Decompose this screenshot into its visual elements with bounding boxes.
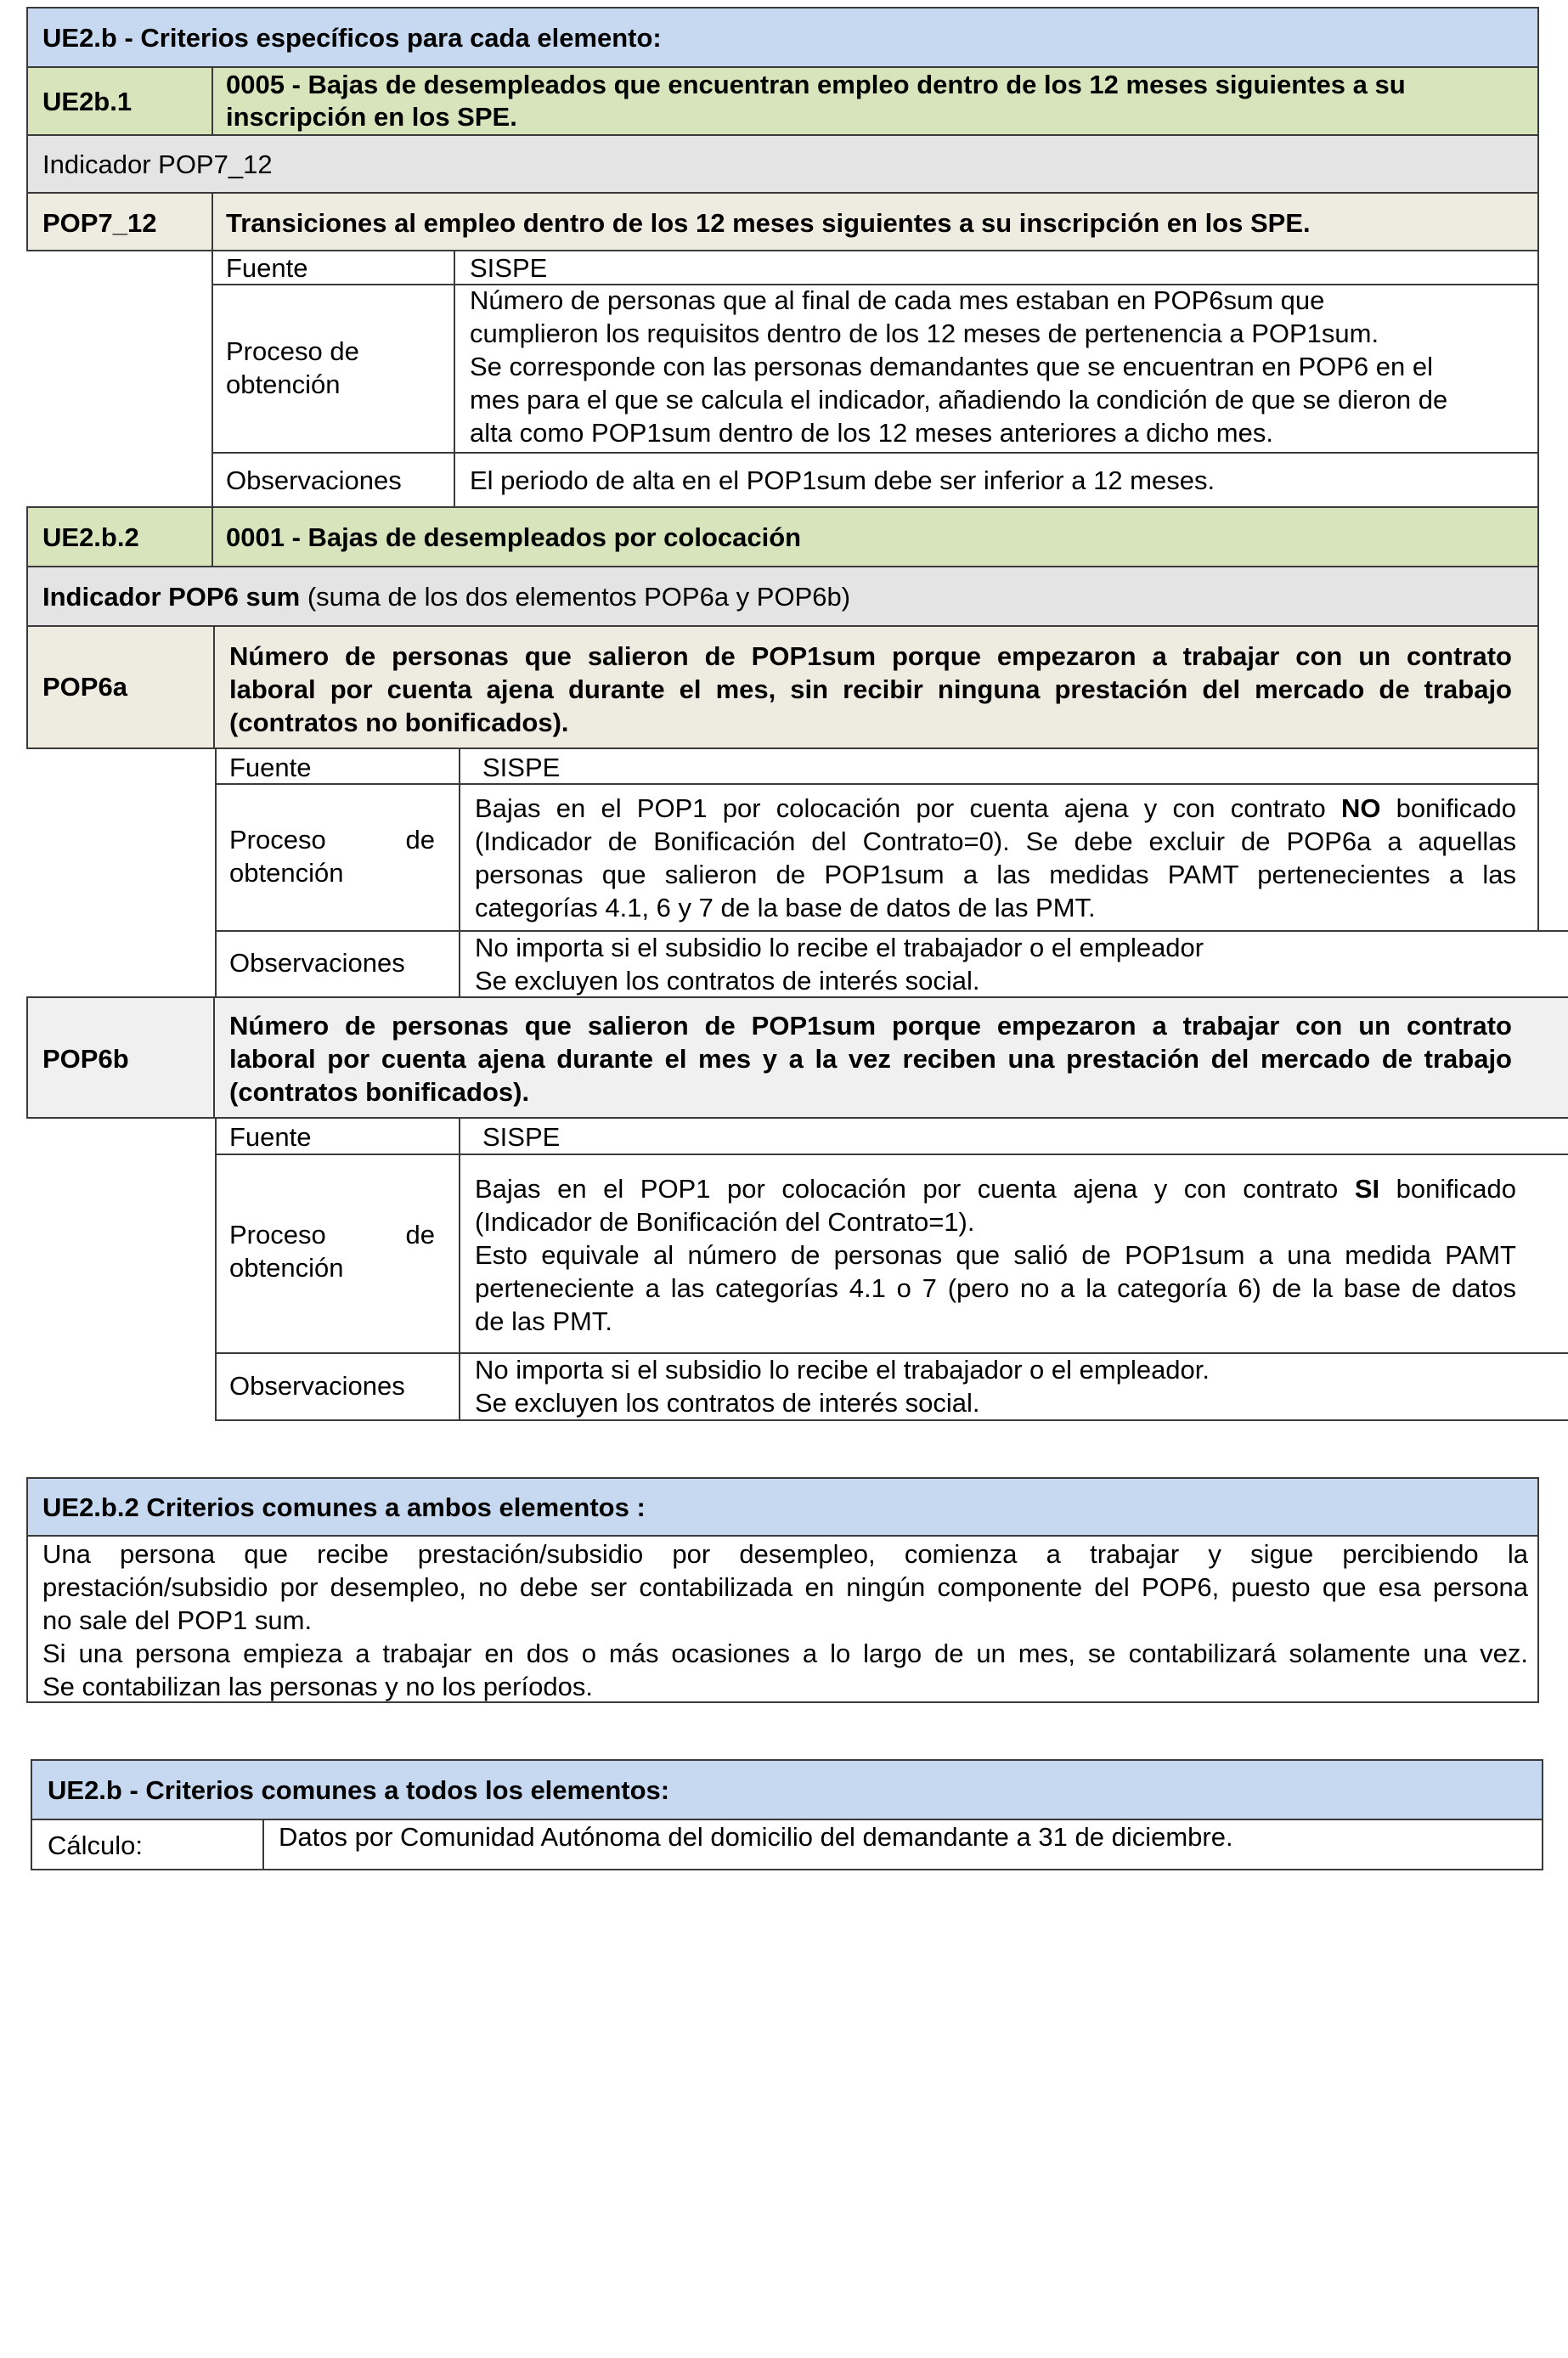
calculo-value: Datos por Comunidad Autónoma del domicilio del demandante a 31 de diciembre. — [279, 1822, 1233, 1852]
fuente-value: SISPE — [482, 753, 561, 782]
pop6b-fuente-value-cell — [459, 1117, 1568, 1155]
proceso-text-line: Se corresponde con las personas demandantes que se encuentran en POP6 en el — [470, 352, 1433, 381]
ue2b2-title: 0001 - Bajas de desempleados por colocación — [226, 522, 802, 552]
si-bold: SI — [1354, 1174, 1380, 1204]
proceso-text-line: Número de personas que al final de cada mes estaban en POP6sum que — [470, 285, 1325, 315]
obtencion-word: obtención — [229, 1253, 344, 1283]
de-word: de — [405, 1220, 435, 1250]
pop6b-obs-value-cell — [459, 1352, 1568, 1421]
proceso-text-line: Esto equivale al número de personas que salió de POP1sum a una medida PAMT — [475, 1240, 1516, 1270]
de-word: de — [405, 825, 435, 855]
proceso-text-line: categorías 4.1, 6 y 7 de la base de datos de las PMT. — [475, 893, 1096, 922]
proceso-text-line — [475, 792, 1516, 825]
section3-header-row — [31, 1759, 1543, 1820]
pop6b-proceso-text — [475, 1172, 1516, 1338]
section2-body — [26, 1535, 1539, 1703]
proceso-text-line: personas que salieron de POP1sum a las medidas PAMT pertenecientes a las — [475, 860, 1516, 889]
proceso-text-part: Bajas en el POP1 por colocación por cuenta ajena y con contrato — [475, 793, 1341, 823]
proceso-label: obtención — [226, 369, 341, 399]
fuente-value: SISPE — [470, 253, 548, 283]
section2-header-title: UE2.b.2 Criterios comunes a ambos elementos : — [42, 1492, 646, 1522]
proceso-label — [229, 823, 435, 889]
pop6a-proceso-label-cell — [215, 783, 460, 932]
proceso-text-line: alta como POP1sum dentro de los 12 meses anteriores a dicho mes. — [470, 418, 1273, 448]
pop6b-title-line: Número de personas que salieron de POP1sum porque empezaron a trabajar con un contrato — [229, 1011, 1512, 1041]
pop6a-title-cell — [213, 625, 1539, 749]
ue2b1-code: UE2b.1 — [42, 87, 133, 116]
proceso-text-line: cumplieron los requisitos dentro de los 12 meses de pertenencia a POP1sum. — [470, 319, 1379, 348]
proceso-word: Proceso — [229, 1220, 326, 1250]
indicador-pop6-label — [42, 580, 850, 613]
pop7-obs-value-cell — [454, 452, 1539, 508]
proceso-label-line — [229, 823, 435, 856]
pop6a-obs-value-cell — [459, 930, 1568, 998]
proceso-label: Proceso de — [226, 336, 359, 366]
indicador-pop7-label: Indicador POP7_12 — [42, 149, 273, 179]
proceso-text-line — [475, 1172, 1516, 1205]
pop6b-title-cell — [213, 996, 1568, 1119]
pop7-code: POP7_12 — [42, 208, 157, 238]
observaciones-value: No importa si el subsidio lo recibe el trabajador o el empleador — [475, 933, 1204, 962]
ue2b1-title-line: 0005 - Bajas de desempleados que encuentran empleo dentro de los 12 meses siguientes a su — [226, 70, 1406, 99]
pop7-obs-label-cell — [212, 452, 455, 508]
observaciones-label: Observaciones — [226, 465, 402, 495]
section2-text-line: Si una persona empieza a trabajar en dos o más ocasiones a lo largo de un mes, se contabilizará solamente una vez. — [42, 1639, 1528, 1668]
pop6b-obs-label-cell — [215, 1352, 460, 1421]
proceso-word: Proceso — [229, 825, 326, 855]
proceso-label — [229, 1218, 435, 1284]
section2-paragraph — [42, 1537, 1528, 1703]
section2-text-line: prestación/subsidio por desempleo, no debe ser contabilizada en ningún componente del POP6, puesto que esa persona — [42, 1572, 1528, 1602]
pop6a-code: POP6a — [42, 672, 127, 702]
fuente-value: SISPE — [482, 1122, 561, 1152]
fuente-label: Fuente — [226, 253, 308, 283]
pop6b-title — [229, 1009, 1512, 1108]
pop6a-obs-label-cell — [215, 930, 460, 998]
indicador-pop6-bold: Indicador POP6 sum — [42, 582, 301, 612]
section-header-title: UE2.b - Criterios específicos para cada elemento: — [42, 23, 662, 53]
pop7-proceso-value-cell — [454, 284, 1539, 454]
pop6a-proceso-text — [475, 792, 1516, 924]
pop6a-title — [229, 640, 1512, 739]
fuente-label: Fuente — [229, 1122, 312, 1152]
pop6b-proceso-value-cell — [459, 1154, 1568, 1354]
pop7-fuente-value-cell — [454, 250, 1539, 285]
observaciones-value: Se excluyen los contratos de interés social. — [475, 966, 980, 996]
pop6a-title-line: (contratos no bonificados). — [229, 708, 569, 737]
pop7-title-cell — [212, 192, 1539, 251]
observaciones-value: El periodo de alta en el POP1sum debe ser inferior a 12 meses. — [470, 465, 1215, 495]
proceso-text-line: (Indicador de Bonificación del Contrato=0). Se debe excluir de POP6a a aquellas — [475, 826, 1516, 856]
indicador-pop6-rest: (suma de los dos elementos POP6a y POP6b) — [300, 582, 851, 612]
ue2b1-title-cell — [212, 66, 1539, 136]
ue2b1-title-line: inscripción en los SPE. — [226, 102, 517, 132]
calculo-label-cell — [31, 1819, 264, 1870]
proceso-text-part: bonificado — [1379, 1174, 1516, 1204]
pop6b-code-cell — [26, 996, 215, 1119]
pop6a-title-line: Número de personas que salieron de POP1sum porque empezaron a trabajar con un contrato — [229, 641, 1512, 671]
fuente-label: Fuente — [229, 753, 312, 782]
proceso-text-line: de las PMT. — [475, 1306, 612, 1336]
pop6b-proceso-label-cell — [215, 1154, 460, 1354]
ue2b2-title-cell — [212, 506, 1539, 567]
observaciones-value: No importa si el subsidio lo recibe el trabajador o el empleador. — [475, 1355, 1210, 1385]
pop7-proceso-label-cell — [212, 284, 455, 454]
pop7-code-cell — [26, 192, 213, 251]
ue2b2-code-cell — [26, 506, 213, 567]
section2-text-line: no sale del POP1 sum. — [42, 1605, 313, 1635]
pop6a-code-cell — [26, 625, 215, 749]
section3-header-title: UE2.b - Criterios comunes a todos los elementos: — [48, 1775, 670, 1805]
section2-text-line: Una persona que recibe prestación/subsidio por desempleo, comienza a trabajar y sigue percibiendo la — [42, 1539, 1528, 1569]
proceso-text-part: bonificado — [1380, 793, 1516, 823]
observaciones-label: Observaciones — [229, 948, 405, 978]
proceso-text-line: (Indicador de Bonificación del Contrato=1). — [475, 1207, 975, 1237]
proceso-label-line — [229, 1218, 435, 1251]
obtencion-word: obtención — [229, 858, 344, 888]
section2-header-row — [26, 1477, 1539, 1537]
pop6a-title-line: laboral por cuenta ajena durante el mes, sin recibir ninguna prestación del mercado de trabajo — [229, 674, 1512, 704]
calculo-value-cell — [262, 1819, 1543, 1870]
section2-text-line: Se contabilizan las personas y no los períodos. — [42, 1672, 593, 1701]
proceso-text-part: Bajas en el POP1 por colocación por cuenta ajena y con contrato — [475, 1174, 1355, 1204]
indicador-pop7-row — [26, 134, 1539, 194]
pop6b-code: POP6b — [42, 1044, 129, 1074]
section-header-row — [26, 7, 1539, 68]
pop6b-title-line: (contratos bonificados). — [229, 1077, 530, 1107]
pop6a-fuente-label-cell — [215, 747, 460, 785]
pop6a-fuente-value-cell — [459, 747, 1539, 785]
pop7-fuente-label-cell — [212, 250, 455, 285]
calculo-label: Cálculo: — [48, 1831, 143, 1860]
observaciones-label: Observaciones — [229, 1371, 405, 1401]
ue2b2-code: UE2.b.2 — [42, 522, 139, 552]
no-bold: NO — [1340, 793, 1381, 823]
proceso-text-line: mes para el que se calcula el indicador, añadiendo la condición de que se dieron de — [470, 385, 1448, 415]
pop6b-fuente-label-cell — [215, 1117, 460, 1155]
pop6b-title-line: laboral por cuenta ajena durante el mes y a la vez reciben una prestación del mercado de trabajo — [229, 1044, 1512, 1074]
indicador-pop6-row — [26, 566, 1539, 627]
ue2b1-code-cell — [26, 66, 213, 136]
proceso-text-line: perteneciente a las categorías 4.1 o 7 (pero no a la categoría 6) de la base de datos — [475, 1273, 1516, 1303]
pop7-title: Transiciones al empleo dentro de los 12 meses siguientes a su inscripción en los SPE. — [226, 208, 1311, 238]
observaciones-value: Se excluyen los contratos de interés social. — [475, 1388, 980, 1418]
pop6a-proceso-value-cell — [459, 783, 1539, 932]
